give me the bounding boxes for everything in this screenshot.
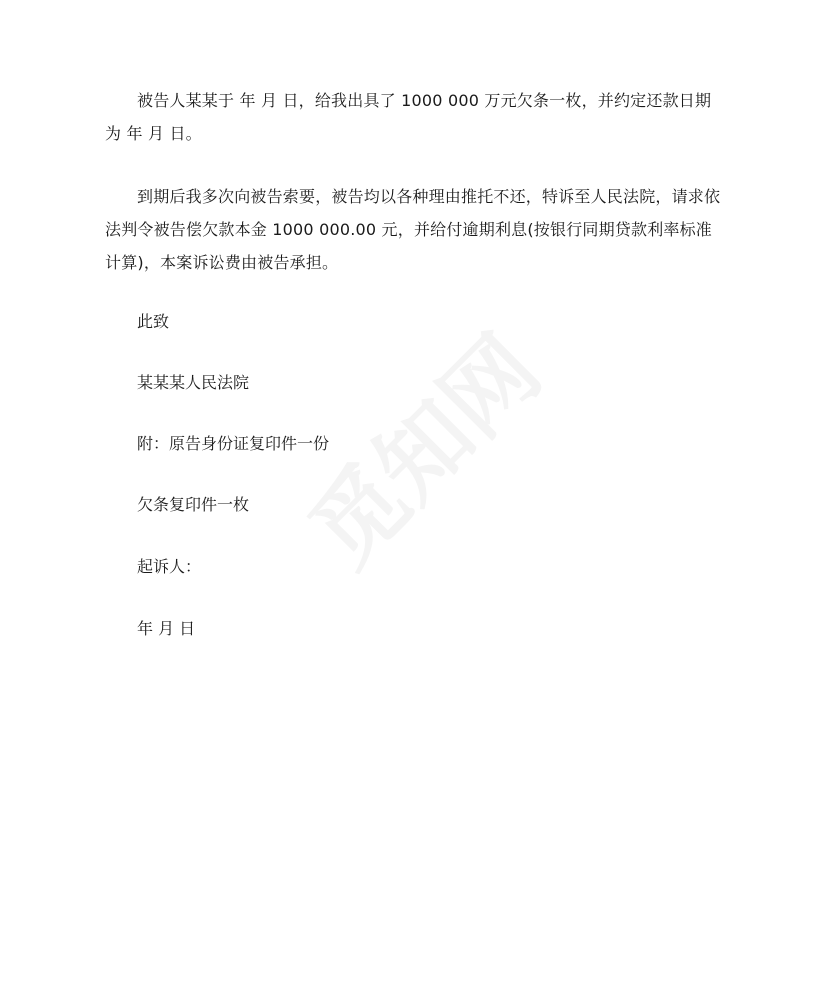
plaintiff-signature-label: 起诉人： <box>137 557 202 576</box>
watermark-text: 觅知网 <box>289 315 561 587</box>
signature-date: 年 月 日 <box>137 619 196 638</box>
attachment-id-copy: 附：原告身份证复印件一份 <box>137 434 330 453</box>
salutation-text: 此致 <box>137 312 170 331</box>
paragraph-debt-issued: 被告人某某于 年 月 日，给我出具了 1000 000 万元欠条一枚，并约定还款日期为 年 月 日。 <box>105 91 712 143</box>
paragraph-claim-request: 到期后我多次向被告索要，被告均以各种理由推托不还，特诉至人民法院，请求依法判令被告偿欠款本金 1000 000.00 元，并给付逾期利息(按银行同期贷款利率标准计算)，本案诉讼费由被告承担。 <box>105 187 721 272</box>
court-name: 某某某人民法院 <box>137 373 250 392</box>
attachment-iou-copy: 欠条复印件一枚 <box>137 495 250 514</box>
